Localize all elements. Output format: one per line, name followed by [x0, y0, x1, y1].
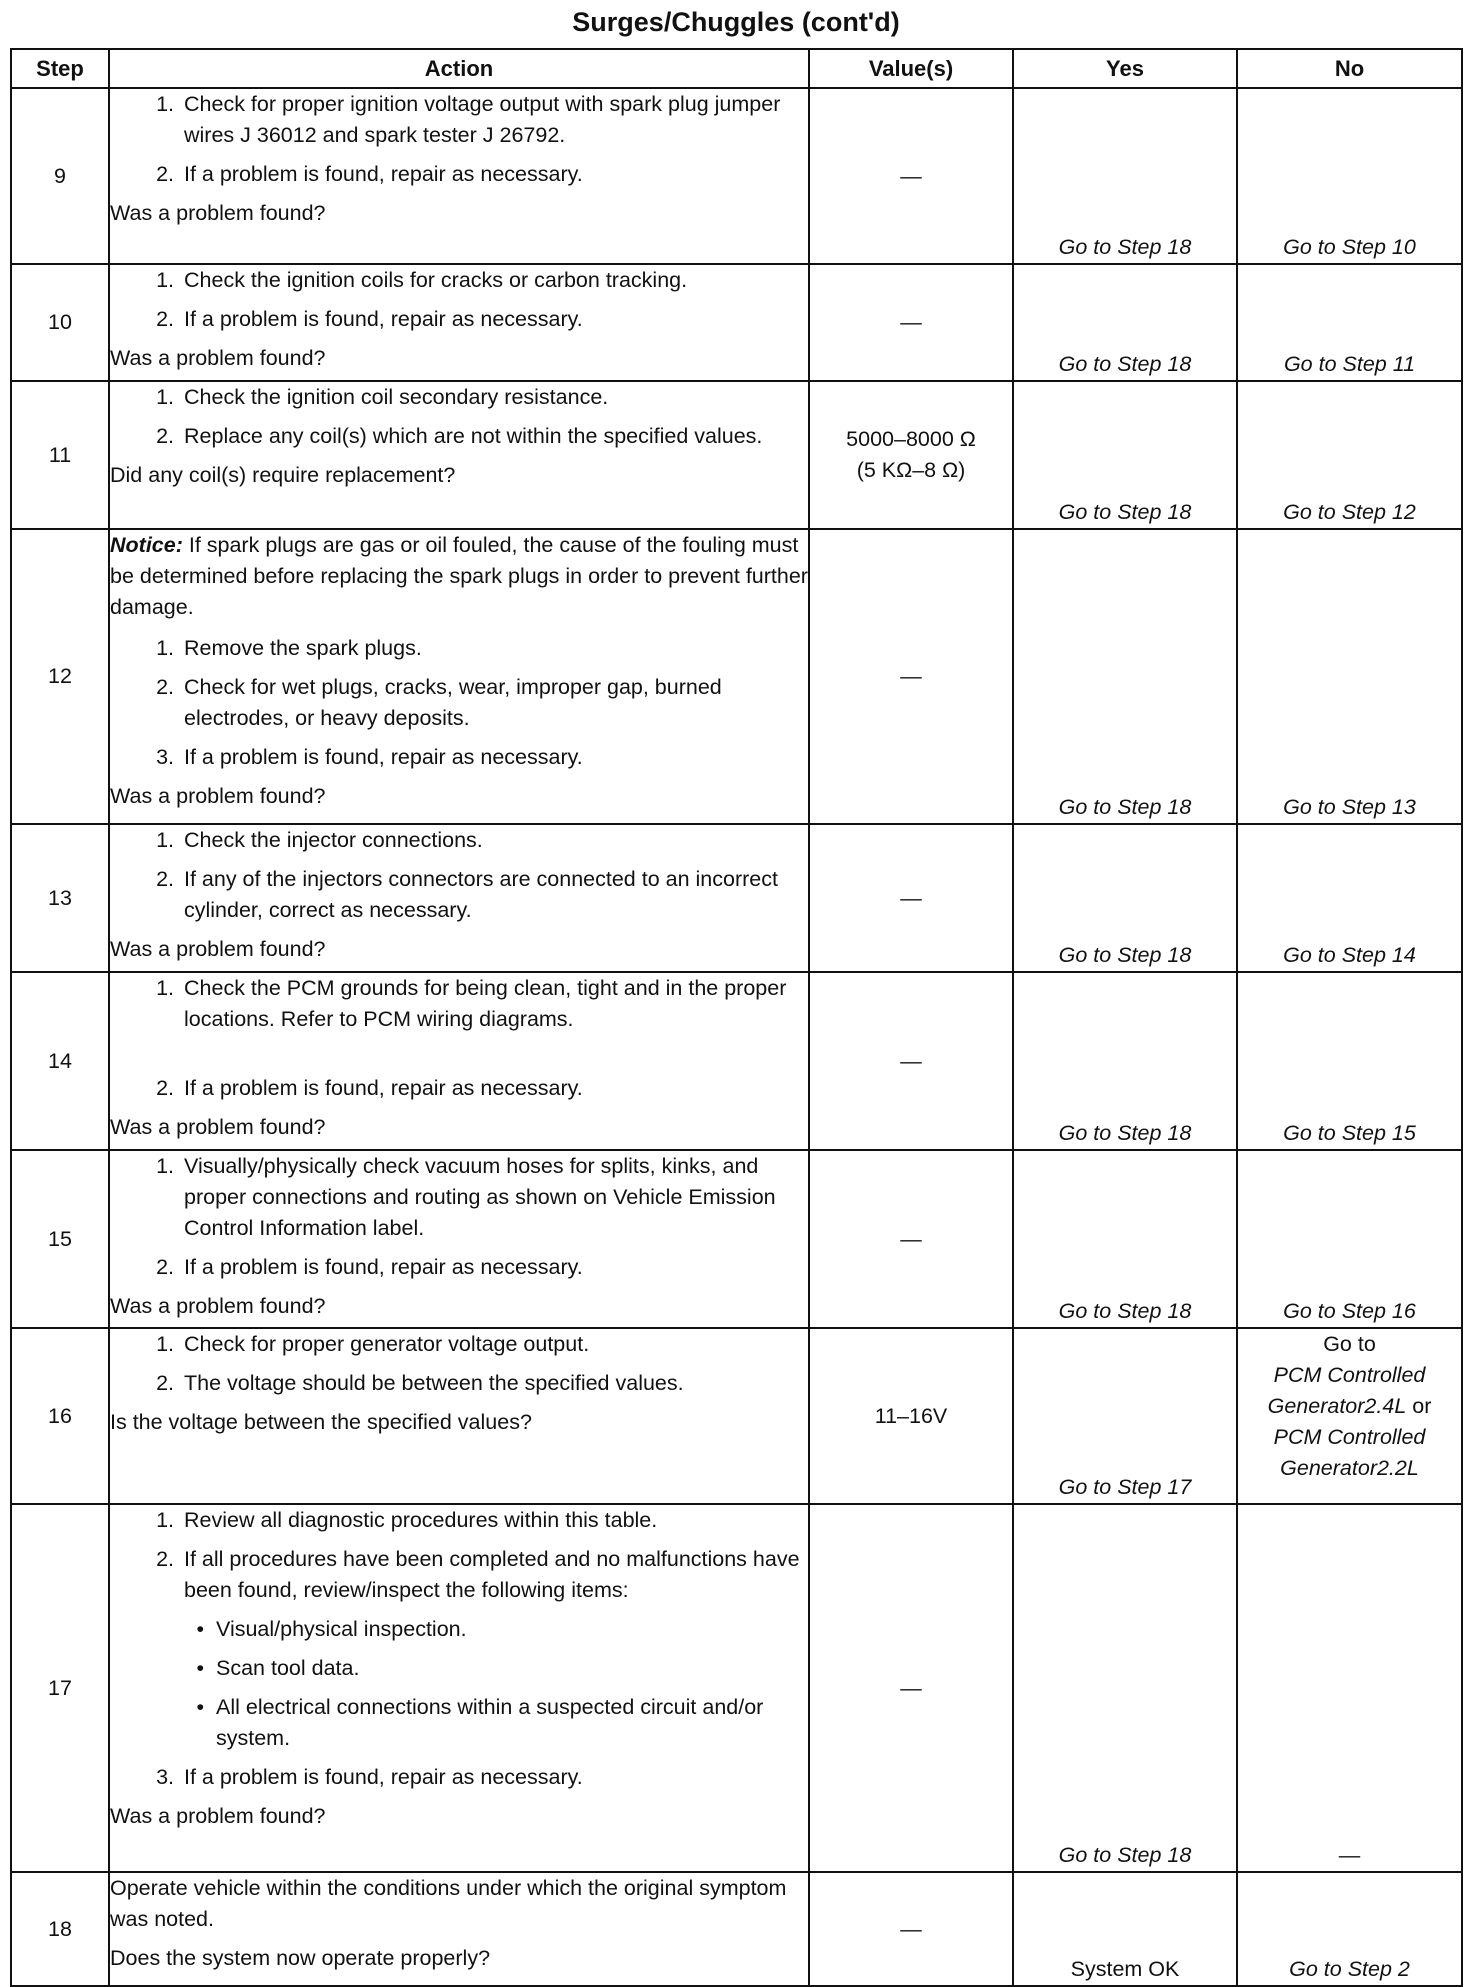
value-cell: 11–16V: [809, 1328, 1013, 1504]
value-cell: —: [809, 264, 1013, 381]
bullet-item: • Visual/physical inspection.: [110, 1614, 808, 1645]
no-line-suffix: or: [1406, 1394, 1432, 1418]
question-text: Was a problem found?: [110, 784, 326, 808]
no-cell: Go to Step 11: [1237, 264, 1462, 381]
diagnostic-table: [10, 48, 1463, 1987]
table-row: [11, 264, 1462, 381]
header-yes: Yes: [1013, 49, 1237, 88]
no-line: PCM Controlled: [1273, 1363, 1426, 1387]
question-text: Did any coil(s) require replacement?: [110, 463, 456, 487]
table-row: [11, 1328, 1462, 1504]
no-line: Generator2.2L: [1280, 1456, 1419, 1480]
action-cell: [109, 264, 809, 381]
question-text: Was a problem found?: [110, 201, 326, 225]
table-header-row: [11, 49, 1462, 88]
no-line: Go to: [1323, 1332, 1376, 1356]
no-cell: Go to Step 14: [1237, 824, 1462, 972]
value-cell: —: [809, 529, 1013, 824]
no-cell: [1237, 1328, 1462, 1504]
question-text: Was a problem found?: [110, 1115, 326, 1139]
action-cell: [109, 381, 809, 529]
value-line: 5000–8000 Ω: [846, 427, 976, 451]
question-text: Is the voltage between the specified values?: [110, 1410, 532, 1434]
step-number: 11: [11, 381, 109, 529]
action-cell: [109, 1328, 809, 1504]
header-no: No: [1237, 49, 1462, 88]
list-item: 2. Check for wet plugs, cracks, wear, improper gap, burned electrodes, or heavy deposits.: [156, 675, 722, 730]
list-item: 2. If all procedures have been completed and no malfunctions have been found, review/inspect the following items:: [156, 1547, 800, 1602]
list-item: 1. Check the injector connections.: [156, 828, 483, 852]
table-row: [11, 381, 1462, 529]
list-item: 1. Check for proper generator voltage output.: [156, 1332, 590, 1356]
list-item: 2. If a problem is found, repair as necessary.: [156, 162, 583, 186]
header-action: Action: [109, 49, 809, 88]
no-cell: Go to Step 13: [1237, 529, 1462, 824]
action-cell: [109, 529, 809, 824]
notice-label: Notice:: [110, 533, 183, 557]
table-row: [11, 1872, 1462, 1986]
yes-cell: Go to Step 18: [1013, 1150, 1237, 1328]
notice-paragraph: [110, 530, 808, 623]
value-cell: —: [809, 1504, 1013, 1872]
value-cell: —: [809, 1872, 1013, 1986]
bullet-icon: •: [196, 1617, 204, 1641]
value-cell: —: [809, 88, 1013, 264]
bullet-icon: •: [196, 1695, 204, 1719]
question-text: Was a problem found?: [110, 346, 326, 370]
step-number: 18: [11, 1872, 109, 1986]
bullet-item: • All electrical connections within a suspected circuit and/or system.: [110, 1692, 808, 1754]
yes-cell: Go to Step 18: [1013, 824, 1237, 972]
no-cell: Go to Step 12: [1237, 381, 1462, 529]
bullet-icon: •: [196, 1656, 204, 1680]
table-row: [11, 824, 1462, 972]
bullet-item: • Scan tool data.: [110, 1653, 808, 1684]
list-item: 2. If a problem is found, repair as necessary.: [156, 1255, 583, 1279]
yes-cell: Go to Step 18: [1013, 88, 1237, 264]
list-item: 1. Check the PCM grounds for being clean, tight and in the proper locations. Refer to PCM wiring diagrams.: [156, 976, 787, 1031]
list-item: 3. If a problem is found, repair as necessary.: [156, 745, 583, 769]
value-cell: —: [809, 972, 1013, 1150]
yes-cell: System OK: [1013, 1872, 1237, 1986]
list-item: 1. Review all diagnostic procedures within this table.: [156, 1508, 658, 1532]
list-item: 2. The voltage should be between the specified values.: [156, 1371, 684, 1395]
step-number: 15: [11, 1150, 109, 1328]
value-cell: —: [809, 824, 1013, 972]
notice-text: If spark plugs are gas or oil fouled, the cause of the fouling must be determined before replacing the spark plugs in order to prevent further damage.: [110, 533, 808, 619]
step-number: 14: [11, 972, 109, 1150]
list-item: 1. Remove the spark plugs.: [156, 636, 422, 660]
yes-cell: Go to Step 18: [1013, 1504, 1237, 1872]
yes-cell: Go to Step 18: [1013, 972, 1237, 1150]
list-item: 2. If a problem is found, repair as necessary.: [156, 307, 583, 331]
list-item: 2. If any of the injectors connectors are connected to an incorrect cylinder, correct as necessary.: [156, 867, 778, 922]
no-line: Generator2.4L: [1267, 1394, 1407, 1418]
action-cell: [109, 824, 809, 972]
no-cell: —: [1237, 1504, 1462, 1872]
table-row: [11, 529, 1462, 824]
instruction-paragraph: Operate vehicle within the conditions under which the original symptom was noted.: [110, 1876, 787, 1931]
yes-cell: Go to Step 18: [1013, 529, 1237, 824]
action-cell: [109, 1504, 809, 1872]
list-item: 1. Check the ignition coil secondary resistance.: [156, 385, 609, 409]
page-title: Surges/Chuggles (cont'd): [572, 7, 900, 37]
table-row: [11, 1150, 1462, 1328]
step-number: 13: [11, 824, 109, 972]
action-cell: [109, 972, 809, 1150]
question-text: Was a problem found?: [110, 1804, 326, 1828]
step-number: 17: [11, 1504, 109, 1872]
list-item: 3. If a problem is found, repair as necessary.: [156, 1765, 583, 1789]
list-item: 2. Replace any coil(s) which are not within the specified values.: [156, 424, 763, 448]
action-cell: [109, 1872, 809, 1986]
header-step: Step: [11, 49, 109, 88]
step-number: 12: [11, 529, 109, 824]
value-line: (5 KΩ–8 Ω): [856, 458, 966, 482]
question-text: Was a problem found?: [110, 937, 326, 961]
no-cell: Go to Step 15: [1237, 972, 1462, 1150]
header-values: Value(s): [809, 49, 1013, 88]
no-line: PCM Controlled: [1273, 1425, 1426, 1449]
no-cell: Go to Step 16: [1237, 1150, 1462, 1328]
value-cell: —: [809, 1150, 1013, 1328]
yes-cell: Go to Step 18: [1013, 381, 1237, 529]
list-item: 1. Check for proper ignition voltage output with spark plug jumper wires J 36012 and spark tester J 26792.: [156, 92, 781, 147]
yes-cell: Go to Step 17: [1013, 1328, 1237, 1504]
table-row: [11, 88, 1462, 264]
step-number: 10: [11, 264, 109, 381]
action-cell: [109, 1150, 809, 1328]
yes-cell: Go to Step 18: [1013, 264, 1237, 381]
table-row: [11, 1504, 1462, 1872]
list-item: 2. If a problem is found, repair as necessary.: [156, 1076, 583, 1100]
list-item: 1. Visually/physically check vacuum hoses for splits, kinks, and proper connections and routing as shown on Vehicle Emission Control Information label.: [156, 1154, 776, 1240]
no-cell: Go to Step 2: [1237, 1872, 1462, 1986]
step-number: 16: [11, 1328, 109, 1504]
action-cell: [109, 88, 809, 264]
no-cell: Go to Step 10: [1237, 88, 1462, 264]
step-number: 9: [11, 88, 109, 264]
table-row: [11, 972, 1462, 1150]
question-text: Was a problem found?: [110, 1294, 326, 1318]
no-line-group: [1238, 1391, 1461, 1422]
list-item: 1. Check the ignition coils for cracks or carbon tracking.: [156, 268, 688, 292]
value-cell: [809, 381, 1013, 529]
question-text: Does the system now operate properly?: [110, 1946, 491, 1970]
